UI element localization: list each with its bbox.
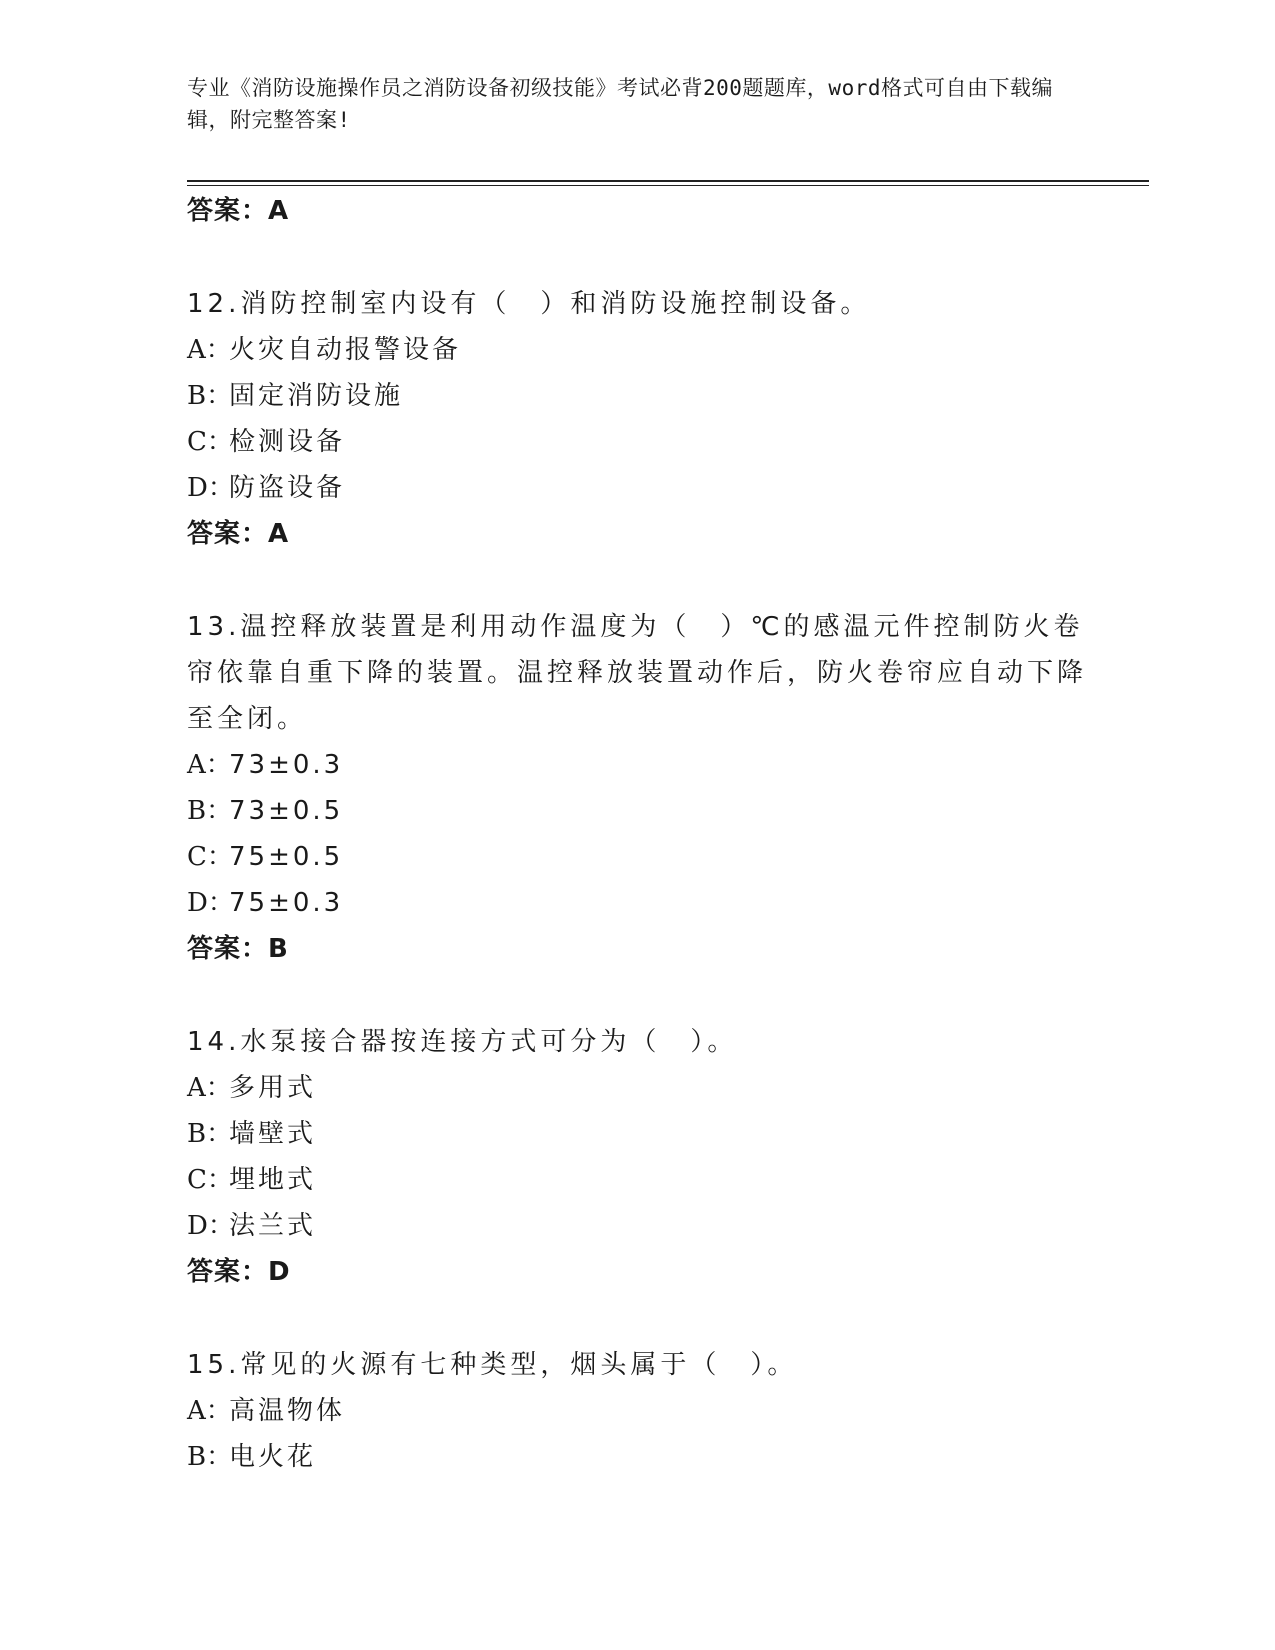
option-text: 防盗设备 — [229, 473, 346, 503]
option-c — [187, 1157, 1087, 1203]
header-divider-thin — [187, 185, 1149, 186]
option-key: D： — [187, 888, 234, 918]
option-key: C： — [187, 1165, 233, 1195]
option-b — [187, 373, 1087, 419]
answer-line: 答案：D — [187, 1257, 291, 1287]
option-b — [187, 1111, 1087, 1157]
option-text: 73±0.3 — [229, 750, 344, 780]
option-key: A： — [187, 1073, 232, 1103]
option-key: A： — [187, 1396, 232, 1426]
option-a — [187, 742, 1087, 788]
option-key: D： — [187, 473, 234, 503]
option-text: 多用式 — [229, 1073, 317, 1103]
question-item — [187, 1019, 1087, 1295]
option-key: D： — [187, 1211, 234, 1241]
option-text: 高温物体 — [229, 1396, 346, 1426]
option-b — [187, 1434, 1087, 1480]
option-key: A： — [187, 750, 232, 780]
option-a — [187, 327, 1087, 373]
option-a — [187, 1388, 1087, 1434]
option-key: B： — [187, 1119, 233, 1149]
option-key: C： — [187, 842, 233, 872]
option-text: 73±0.5 — [229, 796, 344, 826]
answer-line: 答案：A — [187, 196, 290, 226]
question-item — [187, 1342, 1087, 1480]
option-d — [187, 1203, 1087, 1249]
option-c — [187, 834, 1087, 880]
document-header: 专业《消防设施操作员之消防设备初级技能》考试必背200题题库，word格式可自由下载编辑，附完整答案! — [187, 76, 1053, 132]
option-key: C： — [187, 427, 233, 457]
option-text: 固定消防设施 — [229, 381, 404, 411]
question-text: 15.常见的火源有七种类型，烟头属于（ ）。 — [187, 1350, 798, 1380]
answer-line: 答案：B — [187, 934, 289, 964]
option-text: 检测设备 — [229, 427, 346, 457]
option-key: A： — [187, 335, 232, 365]
question-text: 14.水泵接合器按连接方式可分为（ ）。 — [187, 1027, 738, 1057]
question-text: 13.温控释放装置是利用动作温度为（ ）℃的感温元件控制防火卷帘依靠自重下降的装置。温控释放装置动作后，防火卷帘应自动下降至全闭。 — [187, 612, 1088, 734]
header-divider-thick — [187, 180, 1149, 182]
option-text: 75±0.3 — [229, 888, 344, 918]
option-a — [187, 1065, 1087, 1111]
question-item — [187, 281, 1087, 557]
question-list — [187, 188, 1087, 1480]
answer-line: 答案：A — [187, 519, 290, 549]
option-key: B： — [187, 381, 233, 411]
option-key: B： — [187, 1442, 233, 1472]
question-item — [187, 604, 1087, 972]
option-c — [187, 419, 1087, 465]
option-d — [187, 880, 1087, 926]
option-key: B： — [187, 796, 233, 826]
option-text: 75±0.5 — [229, 842, 344, 872]
option-d — [187, 465, 1087, 511]
option-text: 埋地式 — [229, 1165, 317, 1195]
option-text: 火灾自动报警设备 — [229, 335, 462, 365]
option-text: 法兰式 — [229, 1211, 317, 1241]
option-text: 墙壁式 — [229, 1119, 317, 1149]
option-b — [187, 788, 1087, 834]
option-text: 电火花 — [229, 1442, 317, 1472]
question-text: 12.消防控制室内设有（ ）和消防设施控制设备。 — [187, 289, 871, 319]
